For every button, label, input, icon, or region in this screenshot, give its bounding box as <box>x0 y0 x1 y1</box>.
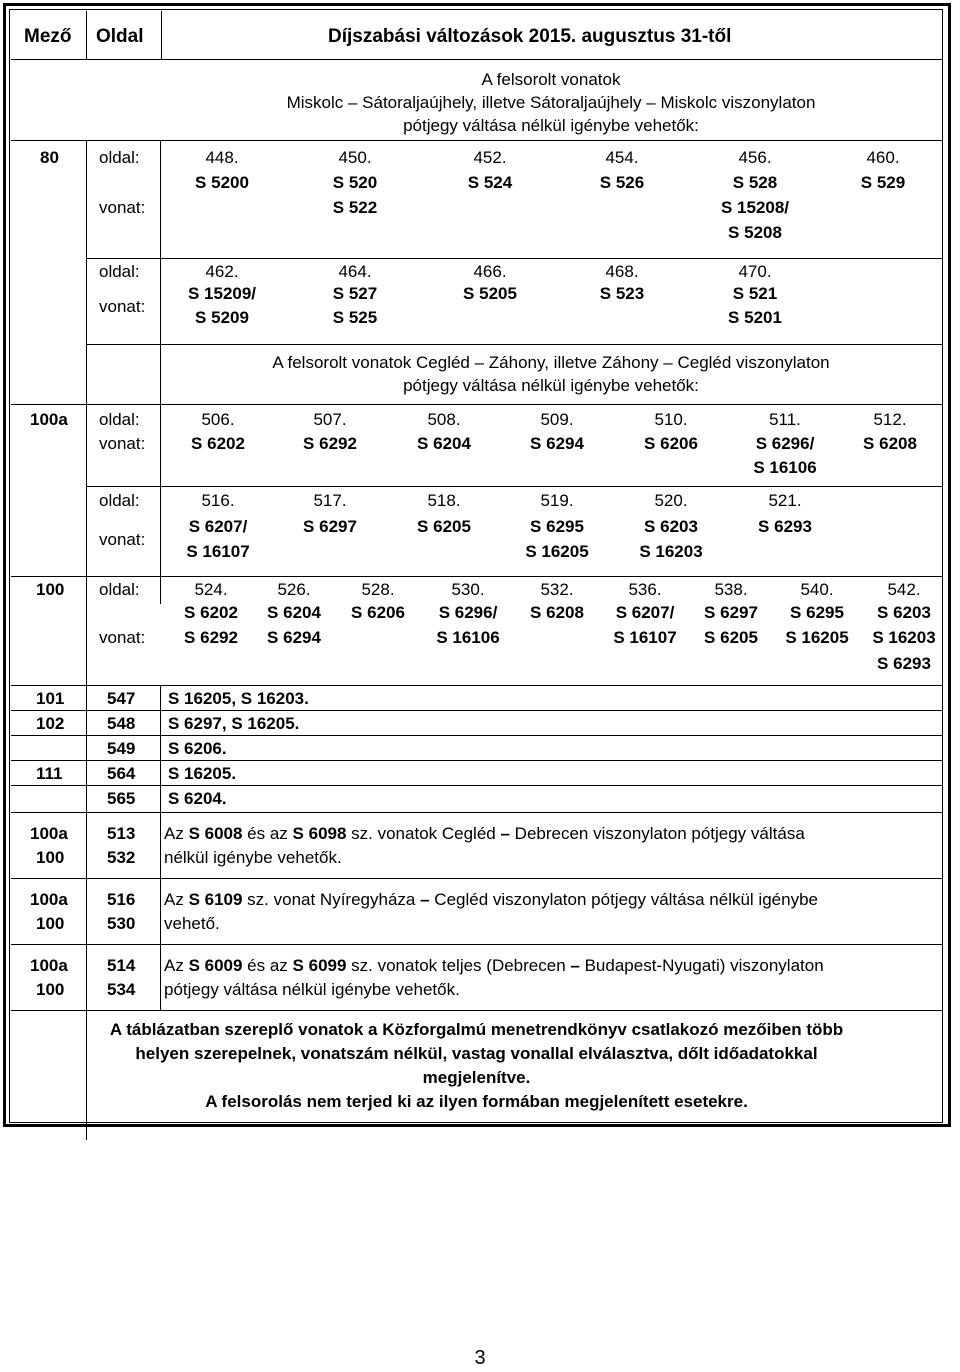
note-segment: Debrecen viszonylaton pótjegy váltása <box>509 824 805 843</box>
sec2-page: 512. <box>873 410 907 429</box>
sec2-intro-2: pótjegy váltása nélkül igénybe vehetők: <box>403 376 699 395</box>
sec3-train: S 16203 <box>872 628 936 647</box>
sec2-train: S 6295 <box>530 517 584 536</box>
sec1-intro-1: A felsorolt vonatok <box>481 70 621 89</box>
sec3-page: 528. <box>361 580 395 599</box>
sec2-page: 517. <box>313 491 347 510</box>
header-oldal: Oldal <box>96 26 144 47</box>
sec1-train: S 15208/ <box>720 198 790 217</box>
sec3-page: 536. <box>628 580 662 599</box>
sec1-page: 448. <box>205 148 239 167</box>
sec1-train: S 5209 <box>195 308 249 327</box>
note-text <box>164 824 805 844</box>
sec3-page: 540. <box>800 580 834 599</box>
note-segment: Az <box>164 824 189 843</box>
sec3-train: S 6202 <box>184 603 238 622</box>
sec1-train: S 5205 <box>463 284 517 303</box>
sec1-train: S 521 <box>732 284 778 303</box>
note-segment: – <box>420 890 430 909</box>
sec1-train: S 529 <box>860 173 906 192</box>
sec1-page: 470. <box>738 262 772 281</box>
sec1-train: S 5200 <box>195 173 249 192</box>
sec1-page: 450. <box>338 148 372 167</box>
sec3-train: S 6296/ <box>438 603 498 622</box>
sec2-train: S 6297 <box>303 517 357 536</box>
note-segment: és az <box>242 956 293 975</box>
sec3-train: S 6297 <box>704 603 758 622</box>
small-row-mezo: 102 <box>36 714 65 733</box>
note-segment: sz. vonatok Cegléd <box>346 824 501 843</box>
sec2-page: 520. <box>654 491 688 510</box>
small-row-oldal: 564 <box>107 764 136 783</box>
page-title: Díjszabási változások 2015. augusztus 31-től <box>328 26 732 47</box>
sec2-vonat-label-2: vonat: <box>99 530 146 549</box>
sec3-page: 542. <box>887 580 921 599</box>
sec3-oldal-label: oldal: <box>99 580 140 599</box>
sec1-train: S 525 <box>332 308 378 327</box>
sec1-train: S 524 <box>467 173 513 192</box>
note-mezo: 100a <box>30 824 68 843</box>
sec2-train: S 6205 <box>417 517 471 536</box>
note-mezo: 100 <box>36 980 65 999</box>
note-text <box>164 956 824 976</box>
sec1-train: S 523 <box>599 284 645 303</box>
sec3-train: S 6206 <box>351 603 405 622</box>
small-row-trains: S 6204. <box>168 789 227 808</box>
note-mezo: 100a <box>30 956 68 975</box>
sec1-page: 468. <box>605 262 639 281</box>
sec2-page: 506. <box>201 410 235 429</box>
note-text-2: pótjegy váltása nélkül igénybe vehetők. <box>164 980 460 999</box>
small-row-oldal: 565 <box>107 789 136 808</box>
sec2-page: 518. <box>427 491 461 510</box>
small-row-oldal: 548 <box>107 714 136 733</box>
footer-line-4: A felsorolás nem terjed ki az ilyen formában megjelenített esetekre. <box>205 1092 748 1111</box>
sec2-train: S 6202 <box>191 434 245 453</box>
sec1-page: 466. <box>473 262 507 281</box>
note-segment: sz. vonatok teljes (Debrecen <box>346 956 571 975</box>
sec2-train: S 6207/ <box>188 517 248 536</box>
sec2-page: 511. <box>769 410 801 429</box>
sec3-train: S 6292 <box>184 628 238 647</box>
sec3-page: 532. <box>540 580 574 599</box>
note-segment: S 6098 <box>292 824 347 843</box>
sec3-page: 524. <box>194 580 228 599</box>
page-number: 3 <box>474 1347 486 1369</box>
sec2-oldal-label: oldal: <box>99 410 140 429</box>
note-oldal: 530 <box>107 914 136 933</box>
sec2-train: S 6204 <box>417 434 471 453</box>
note-segment: S 6008 <box>188 824 243 843</box>
sec2-train: S 6292 <box>303 434 357 453</box>
sec2-train: S 16106 <box>753 458 817 477</box>
sec3-train: S 6294 <box>267 628 321 647</box>
sec1-oldal-label: oldal: <box>99 148 140 167</box>
header-mezo: Mező <box>24 26 72 47</box>
sec2-train: S 6203 <box>644 517 698 536</box>
sec2-page: 519. <box>540 491 574 510</box>
sec3-page: 538. <box>714 580 748 599</box>
sec1-page: 460. <box>866 148 900 167</box>
sec3-page: 530. <box>451 580 485 599</box>
sec2-mezo: 100a <box>30 410 68 429</box>
small-row-trains: S 16205. <box>168 764 237 783</box>
sec2-train: S 16205 <box>525 542 589 561</box>
footer-line-2: helyen szerepelnek, vonatszám nélkül, vastag vonallal elválasztva, dőlt időadatokkal <box>135 1044 818 1063</box>
note-segment: Budapest-Nyugati) viszonylaton <box>579 956 824 975</box>
sec1-intro-2: Miskolc – Sátoraljaújhely, illetve Sátoraljaújhely – Miskolc viszonylaton <box>286 93 816 112</box>
sec2-page: 521. <box>768 491 802 510</box>
sec2-page: 509. <box>540 410 574 429</box>
note-segment: S 6109 <box>188 890 243 909</box>
sec1-page: 452. <box>473 148 507 167</box>
sec1-mezo: 80 <box>40 148 59 167</box>
footer-line-3: megjelenítve. <box>422 1068 531 1087</box>
small-row-mezo: 111 <box>36 764 63 783</box>
sec2-train: S 6293 <box>758 517 812 536</box>
note-segment: Cegléd viszonylaton pótjegy váltása nélkül igénybe <box>429 890 818 909</box>
small-row-oldal: 549 <box>107 739 136 758</box>
note-segment: – <box>500 824 510 843</box>
sec2-train: S 16203 <box>639 542 703 561</box>
note-segment: – <box>570 956 580 975</box>
sec2-page: 508. <box>427 410 461 429</box>
note-oldal: 534 <box>107 980 136 999</box>
note-text-2: nélkül igénybe vehetők. <box>164 848 342 867</box>
note-segment: Az <box>164 890 189 909</box>
sec1-train: S 5201 <box>728 308 782 327</box>
note-segment: és az <box>242 824 293 843</box>
small-row-trains: S 16205, S 16203. <box>168 689 309 708</box>
sec3-train: S 6208 <box>530 603 584 622</box>
small-row-trains: S 6206. <box>168 739 227 758</box>
sec2-train: S 16107 <box>186 542 250 561</box>
note-text <box>164 890 818 910</box>
sec2-train: S 6206 <box>644 434 698 453</box>
small-row-mezo: 101 <box>36 689 65 708</box>
note-mezo: 100 <box>36 848 65 867</box>
sec1-intro-3: pótjegy váltása nélkül igénybe vehetők: <box>403 116 699 135</box>
note-mezo: 100 <box>36 914 65 933</box>
small-row-oldal: 547 <box>107 689 136 708</box>
sec3-page: 526. <box>277 580 311 599</box>
sec2-train: S 6294 <box>530 434 584 453</box>
sec3-train: S 6207/ <box>615 603 675 622</box>
sec1-train: S 5208 <box>728 223 782 242</box>
note-oldal: 516 <box>107 890 136 909</box>
sec3-train: S 16205 <box>785 628 849 647</box>
note-segment: S 6009 <box>188 956 243 975</box>
note-text-2: vehető. <box>164 914 220 933</box>
sec1-train: S 522 <box>332 198 378 217</box>
sec1-train: S 15209/ <box>187 284 257 303</box>
sec2-vonat-label: vonat: <box>99 434 146 453</box>
sec1-page: 464. <box>338 262 372 281</box>
sec2-page: 507. <box>313 410 347 429</box>
sec2-page: 510. <box>654 410 688 429</box>
note-oldal: 513 <box>107 824 136 843</box>
sec3-train: S 6205 <box>704 628 758 647</box>
sec3-train: S 6295 <box>790 603 844 622</box>
sec1-page: 456. <box>738 148 772 167</box>
sec1-page: 462. <box>205 262 239 281</box>
sec1-vonat-label-2: vonat: <box>99 297 146 316</box>
sec3-train: S 16106 <box>436 628 500 647</box>
sec2-train: S 6208 <box>863 434 917 453</box>
sec3-train: S 6204 <box>267 603 321 622</box>
sec1-vonat-label: vonat: <box>99 198 146 217</box>
sec3-train: S 16107 <box>613 628 677 647</box>
footer-line-1: A táblázatban szereplő vonatok a Közforgalmú menetrendkönyv csatlakozó mezőiben több <box>109 1020 844 1039</box>
sec2-intro-1: A felsorolt vonatok Cegléd – Záhony, illetve Záhony – Cegléd viszonylaton <box>272 353 830 372</box>
sec1-train: S 527 <box>332 284 378 303</box>
sec1-page: 454. <box>605 148 639 167</box>
sec1-train: S 520 <box>332 173 378 192</box>
sec2-oldal-label-2: oldal: <box>99 491 140 510</box>
sec1-train: S 526 <box>599 173 645 192</box>
sec2-page: 516. <box>201 491 235 510</box>
note-oldal: 514 <box>107 956 136 975</box>
sec3-vonat-label: vonat: <box>99 628 146 647</box>
sec1-oldal-label-2: oldal: <box>99 262 140 281</box>
note-segment: S 6099 <box>292 956 347 975</box>
sec1-train: S 528 <box>732 173 778 192</box>
sec3-train: S 6293 <box>877 654 931 673</box>
sec2-train: S 6296/ <box>755 434 815 453</box>
note-mezo: 100a <box>30 890 68 909</box>
sec3-mezo: 100 <box>36 580 65 599</box>
note-oldal: 532 <box>107 848 136 867</box>
note-segment: sz. vonat Nyíregyháza <box>242 890 421 909</box>
note-segment: Az <box>164 956 189 975</box>
sec3-train: S 6203 <box>877 603 931 622</box>
small-row-trains: S 6297, S 16205. <box>168 714 300 733</box>
